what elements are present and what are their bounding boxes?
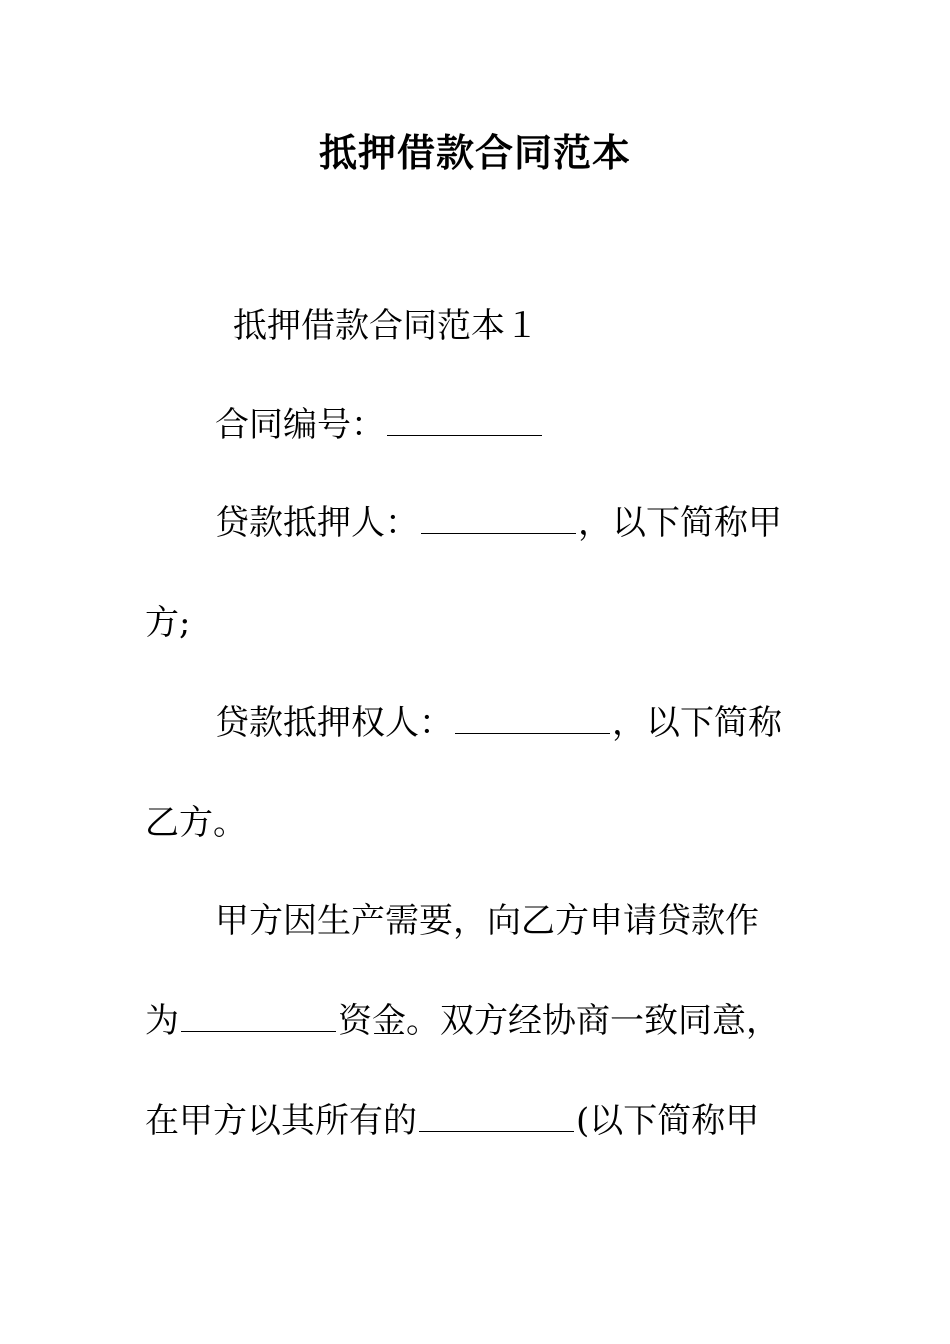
mortgagor-line	[215, 500, 782, 546]
contract-number-blank	[387, 405, 542, 436]
collateral-blank	[419, 1101, 574, 1132]
mortgagee-suffix: ，以下简称	[612, 703, 782, 743]
loan-purpose-blank	[181, 1001, 336, 1032]
mortgagor-suffix: ，以下简称甲	[578, 503, 782, 543]
contract-number-line	[215, 402, 544, 448]
mortgagee-blank	[455, 703, 610, 734]
paragraph-line: 方;	[145, 603, 191, 643]
mortgagor-blank	[421, 503, 576, 534]
section-heading: 抵押借款合同范本１	[233, 306, 539, 346]
loan-purpose-line: 为 资金。双方经协商一致同意，	[145, 1001, 780, 1041]
paragraph-line: 甲方因生产需要，向乙方申请贷款作	[215, 901, 759, 941]
paragraph-line: 乙方。	[145, 803, 247, 843]
mortgagee-label: 贷款抵押权人：	[215, 703, 453, 743]
mortgagor-label: 贷款抵押人：	[215, 503, 419, 543]
mortgagee-line	[215, 700, 782, 746]
contract-number-label: 合同编号：	[215, 405, 385, 445]
collateral-line: 在甲方以其所有的 (以下简称甲	[145, 1101, 760, 1141]
document-title: 抵押借款合同范本	[318, 130, 631, 175]
